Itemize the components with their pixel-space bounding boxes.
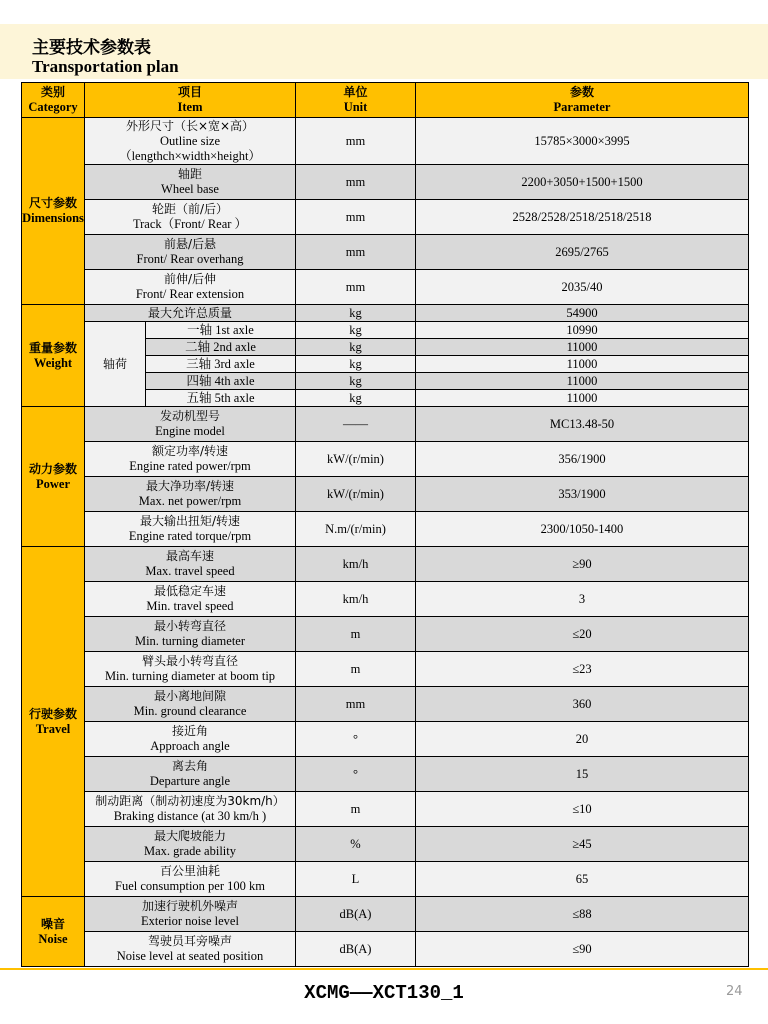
- value-cell: 356/1900: [416, 442, 749, 477]
- unit-cell: mm: [296, 235, 416, 270]
- item-cell: 四轴 4th axle: [146, 373, 296, 390]
- table-row: [22, 687, 749, 722]
- value-cell: ≤20: [416, 617, 749, 652]
- unit-cell: mm: [296, 118, 416, 165]
- unit-cell: km/h: [296, 547, 416, 582]
- unit-cell: kg: [296, 322, 416, 339]
- footer-divider: [0, 968, 768, 970]
- table-row: [22, 270, 749, 305]
- table-row: [22, 722, 749, 757]
- table-row: [22, 792, 749, 827]
- header-category: 类别 Category: [22, 83, 85, 118]
- value-cell: 10990: [416, 322, 749, 339]
- value-cell: 3: [416, 582, 749, 617]
- unit-cell: dB(A): [296, 932, 416, 967]
- item-cell: 前悬/后悬 Front/ Rear overhang: [85, 235, 296, 270]
- item-cell: 百公里油耗 Fuel consumption per 100 km: [85, 862, 296, 897]
- value-cell: 15: [416, 757, 749, 792]
- item-cell: 最大爬坡能力 Max. grade ability: [85, 827, 296, 862]
- item-cell: 驾驶员耳旁噪声 Noise level at seated position: [85, 932, 296, 967]
- table-row: [22, 652, 749, 687]
- unit-cell: mm: [296, 200, 416, 235]
- item-cell: 一轴 1st axle: [146, 322, 296, 339]
- table-row: [22, 477, 749, 512]
- item-cell: 接近角 Approach angle: [85, 722, 296, 757]
- item-cell: 轮距（前/后） Track（Front/ Rear ）: [85, 200, 296, 235]
- value-cell: 2695/2765: [416, 235, 749, 270]
- category-travel: 行驶参数 Travel: [22, 547, 85, 897]
- header-parameter: 参数 Parameter: [416, 83, 749, 118]
- value-cell: 353/1900: [416, 477, 749, 512]
- unit-cell: m: [296, 617, 416, 652]
- table-row: [22, 862, 749, 897]
- table-row: [22, 617, 749, 652]
- item-cell: 离去角 Departure angle: [85, 757, 296, 792]
- unit-cell: °: [296, 757, 416, 792]
- unit-cell: kW/(r/min): [296, 477, 416, 512]
- table-row: [22, 897, 749, 932]
- item-cell: 臂头最小转弯直径 Min. turning diameter at boom tip: [85, 652, 296, 687]
- unit-cell: %: [296, 827, 416, 862]
- item-cell: 最小离地间隙 Min. ground clearance: [85, 687, 296, 722]
- unit-cell: kg: [296, 356, 416, 373]
- unit-cell: mm: [296, 270, 416, 305]
- value-cell: ≥45: [416, 827, 749, 862]
- item-cell: 前伸/后伸 Front/ Rear extension: [85, 270, 296, 305]
- table-row: [22, 322, 749, 339]
- unit-cell: km/h: [296, 582, 416, 617]
- item-cell: 最低稳定车速 Min. travel speed: [85, 582, 296, 617]
- unit-cell: kg: [296, 305, 416, 322]
- value-cell: ≤90: [416, 932, 749, 967]
- unit-cell: L: [296, 862, 416, 897]
- item-cell: 最小转弯直径 Min. turning diameter: [85, 617, 296, 652]
- item-cell: 制动距离（制动初速度为30km/h） Braking distance (at 30 km/h ): [85, 792, 296, 827]
- item-cell: 最大允许总质量: [85, 305, 296, 322]
- value-cell: 2200+3050+1500+1500: [416, 165, 749, 200]
- value-cell: 15785×3000×3995: [416, 118, 749, 165]
- value-cell: 65: [416, 862, 749, 897]
- unit-cell: kg: [296, 390, 416, 407]
- unit-cell: kW/(r/min): [296, 442, 416, 477]
- value-cell: 11000: [416, 339, 749, 356]
- value-cell: 2035/40: [416, 270, 749, 305]
- item-cell: 最大输出扭矩/转速 Engine rated torque/rpm: [85, 512, 296, 547]
- unit-cell: ——: [296, 407, 416, 442]
- value-cell: ≤88: [416, 897, 749, 932]
- unit-cell: kg: [296, 373, 416, 390]
- item-cell: 五轴 5th axle: [146, 390, 296, 407]
- value-cell: 11000: [416, 356, 749, 373]
- page-title-cn: 主要技术参数表: [32, 38, 151, 58]
- value-cell: 2300/1050-1400: [416, 512, 749, 547]
- table-row: [22, 165, 749, 200]
- header-unit: 单位 Unit: [296, 83, 416, 118]
- value-cell: MC13.48-50: [416, 407, 749, 442]
- value-cell: 20: [416, 722, 749, 757]
- axle-load-group: 轴荷: [85, 322, 146, 407]
- category-noise: 噪音 Noise: [22, 897, 85, 967]
- unit-cell: dB(A): [296, 897, 416, 932]
- table-row: [22, 932, 749, 967]
- value-cell: 11000: [416, 390, 749, 407]
- table-row: [22, 305, 749, 322]
- footer-model: XCMG——XCT130_1: [304, 982, 464, 1004]
- table-header-row: [22, 83, 749, 118]
- table-row: [22, 118, 749, 165]
- value-cell: 11000: [416, 373, 749, 390]
- item-cell: 外形尺寸（长×宽×高） Outline size （lengthch×width×height）: [85, 118, 296, 165]
- table-row: [22, 442, 749, 477]
- table-row: [22, 582, 749, 617]
- table-row: [22, 200, 749, 235]
- item-cell: 加速行驶机外噪声 Exterior noise level: [85, 897, 296, 932]
- value-cell: ≤10: [416, 792, 749, 827]
- spec-table: [21, 82, 749, 967]
- page-title-en: Transportation plan: [32, 57, 179, 76]
- table-row: [22, 407, 749, 442]
- unit-cell: m: [296, 652, 416, 687]
- unit-cell: °: [296, 722, 416, 757]
- item-cell: 额定功率/转速 Engine rated power/rpm: [85, 442, 296, 477]
- item-cell: 三轴 3rd axle: [146, 356, 296, 373]
- category-weight: 重量参数 Weight: [22, 305, 85, 407]
- unit-cell: m: [296, 792, 416, 827]
- table-row: [22, 827, 749, 862]
- value-cell: 360: [416, 687, 749, 722]
- item-cell: 轴距 Wheel base: [85, 165, 296, 200]
- item-cell: 最大净功率/转速 Max. net power/rpm: [85, 477, 296, 512]
- table-row: [22, 547, 749, 582]
- unit-cell: mm: [296, 687, 416, 722]
- category-dimensions: 尺寸参数 Dimensions: [22, 118, 85, 305]
- category-power: 动力参数 Power: [22, 407, 85, 547]
- value-cell: 54900: [416, 305, 749, 322]
- item-cell: 二轴 2nd axle: [146, 339, 296, 356]
- value-cell: ≤23: [416, 652, 749, 687]
- table-row: [22, 235, 749, 270]
- value-cell: 2528/2528/2518/2518/2518: [416, 200, 749, 235]
- unit-cell: N.m/(r/min): [296, 512, 416, 547]
- table-row: [22, 757, 749, 792]
- unit-cell: mm: [296, 165, 416, 200]
- item-cell: 最高车速 Max. travel speed: [85, 547, 296, 582]
- value-cell: ≥90: [416, 547, 749, 582]
- page-number: 24: [726, 984, 743, 999]
- header-item: 项目 Item: [85, 83, 296, 118]
- unit-cell: kg: [296, 339, 416, 356]
- item-cell: 发动机型号 Engine model: [85, 407, 296, 442]
- table-row: [22, 512, 749, 547]
